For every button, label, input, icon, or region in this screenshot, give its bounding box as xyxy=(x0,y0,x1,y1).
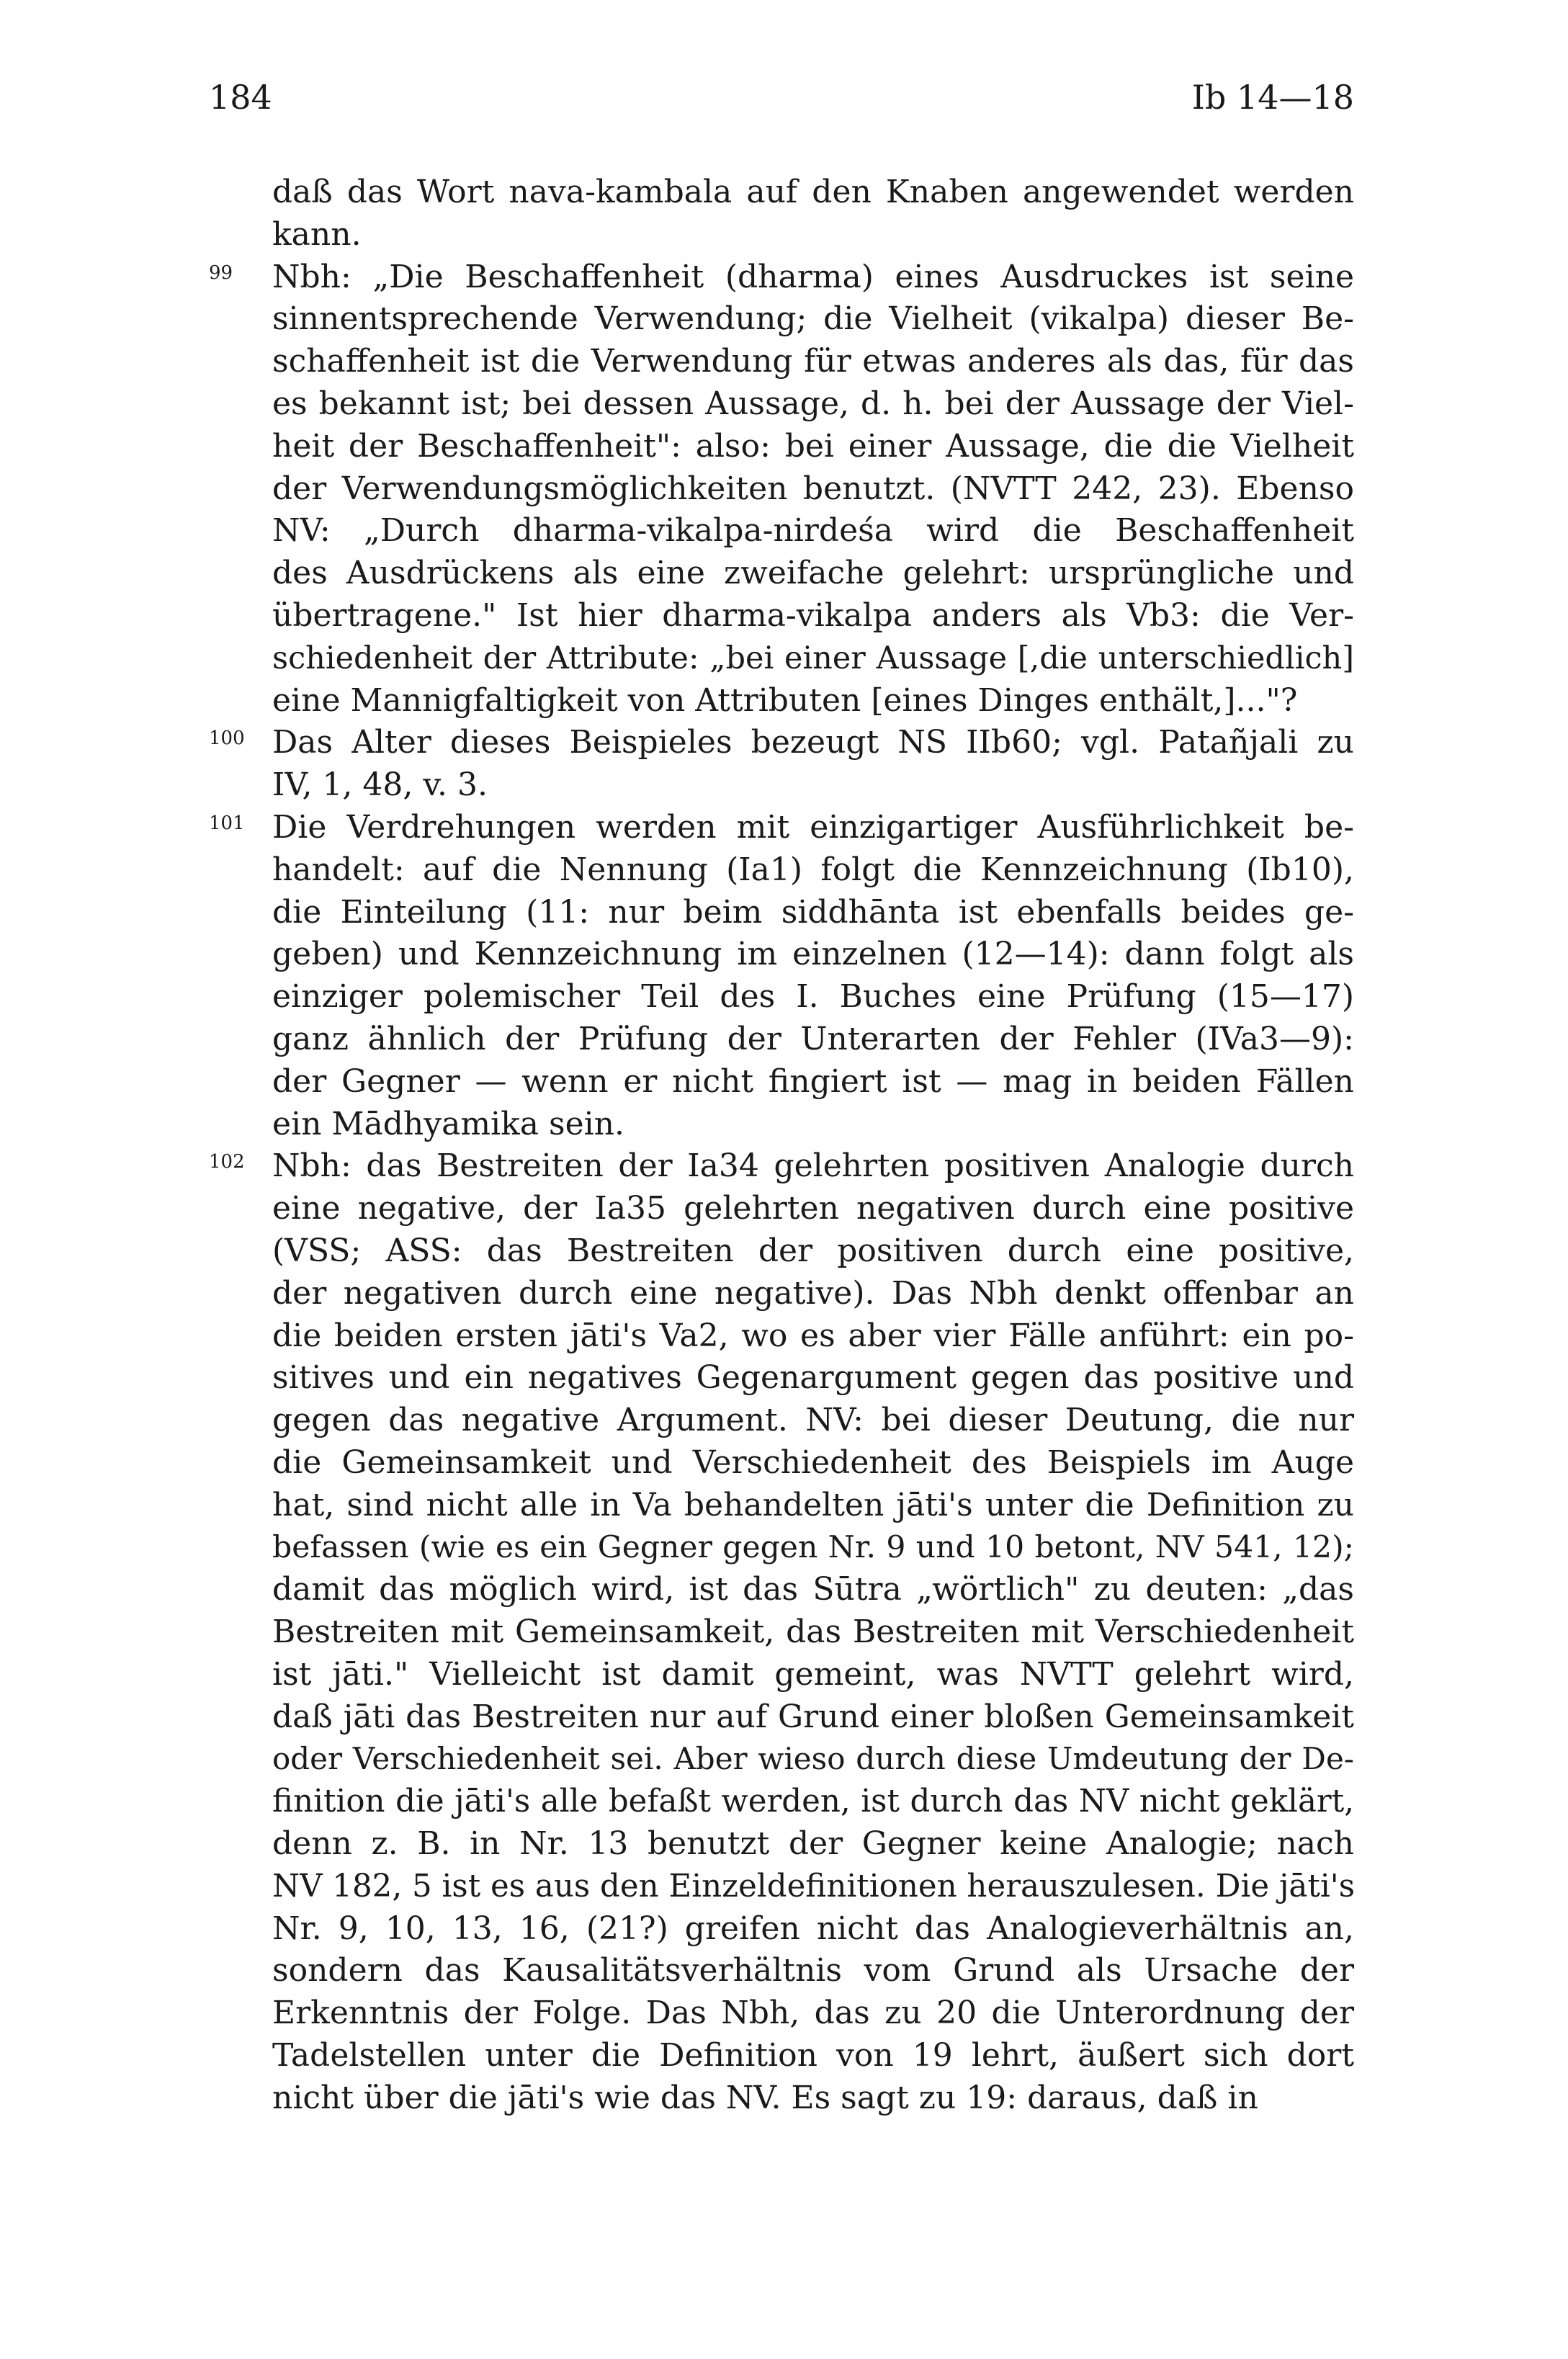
page-number: 184 xyxy=(209,78,272,117)
text-line: der Gegner — wenn er nicht fingiert ist — mag in beiden Fällen xyxy=(272,1062,1354,1100)
text-line: eine negative, der Ia35 gelehrten negativen durch eine positive xyxy=(272,1190,1354,1227)
text-line: sondern das Kausalitätsverhältnis vom Grund als Ursache der xyxy=(272,1952,1354,1989)
footnote-99 xyxy=(209,256,1354,722)
text-line: übertragene." Ist hier dharma-vikalpa anders als Vb3: die Ver- xyxy=(272,596,1354,634)
footnote-number: 102 xyxy=(209,1151,245,1173)
text-line: des Ausdrückens als eine zweifache gelehrt: ursprüngliche und xyxy=(272,555,1354,592)
text-line: schiedenheit der Attribute: „bei einer Aussage [,die unterschiedlich] xyxy=(272,640,1354,676)
text-line: Bestreiten mit Gemeinsamkeit, das Bestreiten mit Verschiedenheit xyxy=(272,1613,1354,1651)
text-line: geben) und Kennzeichnung im einzelnen (12—14): dann folgt als xyxy=(272,936,1354,973)
text-line: daß das Wort nava-kambala auf den Knaben angewendet werden xyxy=(272,174,1354,210)
text-line: kann. xyxy=(272,215,362,253)
text-line: Die Verdrehungen werden mit einzigartiger Ausführlichkeit be- xyxy=(272,808,1354,846)
text-line: schaffenheit ist die Verwendung für etwas anderes als das, für das xyxy=(272,343,1354,380)
text-line: die Einteilung (11: nur beim siddhānta ist ebenfalls beides ge- xyxy=(272,893,1354,931)
text-line: sitives und ein negatives Gegenargument gegen das positive und xyxy=(272,1359,1354,1397)
text-line: Nr. 9, 10, 13, 16, (21?) greifen nicht das Analogieverhältnis an, xyxy=(272,1910,1354,1947)
text-line: ganz ähnlich der Prüfung der Unterarten der Fehler (IVa3—9): xyxy=(272,1020,1354,1057)
text-line: finition die jāti's alle befaßt werden, ist durch das NV nicht geklärt, xyxy=(272,1783,1354,1820)
footnote-102 xyxy=(209,1145,1354,2119)
text-line: Das Alter dieses Beispieles bezeugt NS IIb60; vgl. Patañjali zu xyxy=(272,724,1354,761)
text-line: handelt: auf die Nennung (Ia1) folgt die Kennzeichnung (Ib10), xyxy=(272,851,1354,888)
running-head: Ib 14—18 xyxy=(1191,78,1354,117)
text-line: Nbh: „Die Beschaffenheit (dharma) eines Ausdruckes ist seine xyxy=(272,258,1354,295)
text-line: Erkenntnis der Folge. Das Nbh, das zu 20 die Unterordnung der xyxy=(272,1995,1354,2032)
text-line: befassen (wie es ein Gegner gegen Nr. 9 und 10 betont, NV 541, 12); xyxy=(272,1529,1354,1565)
footnote-number: 101 xyxy=(209,812,245,834)
footnote-continuation xyxy=(209,171,1354,256)
footnote-number: 99 xyxy=(209,261,233,284)
text-line: oder Verschiedenheit sei. Aber wieso durch diese Umdeutung der De- xyxy=(272,1741,1354,1777)
text-line: Nbh: das Bestreiten der Ia34 gelehrten positiven Analogie durch xyxy=(272,1147,1354,1185)
text-line: hat, sind nicht alle in Va behandelten jāti's unter die Definition zu xyxy=(272,1486,1354,1523)
text-line: der negativen durch eine negative). Das Nbh denkt offenbar an xyxy=(272,1274,1354,1312)
text-line: Tadelstellen unter die Definition von 19 lehrt, äußert sich dort xyxy=(272,2037,1354,2074)
text-line: die beiden ersten jāti's Va2, wo es aber vier Fälle anführt: ein po- xyxy=(272,1317,1354,1354)
text-line: NV: „Durch dharma-vikalpa-nirdeśa wird die Beschaffenheit xyxy=(272,512,1354,550)
text-line: nicht über die jāti's wie das NV. Es sagt zu 19: daraus, daß in xyxy=(272,2079,1258,2116)
footnote-100 xyxy=(209,722,1354,807)
text-line: denn z. B. in Nr. 13 benutzt der Gegner keine Analogie; nach xyxy=(272,1825,1354,1863)
text-line: (VSS; ASS: das Bestreiten der positiven durch eine positive, xyxy=(272,1232,1354,1269)
text-line: ein Mādhyamika sein. xyxy=(272,1105,625,1142)
text-line: eine Mannigfaltigkeit von Attributen [eines Dinges enthält,]..."? xyxy=(272,681,1298,719)
footnote-101 xyxy=(209,807,1354,1145)
text-line: es bekannt ist; bei dessen Aussage, d. h. bei der Aussage der Viel- xyxy=(272,385,1354,422)
text-line: IV, 1, 48, v. 3. xyxy=(272,766,488,804)
page-header xyxy=(209,78,1354,128)
footnote-number: 100 xyxy=(209,728,245,750)
text-line: daß jāti das Bestreiten nur auf Grund einer bloßen Gemeinsamkeit xyxy=(272,1698,1354,1735)
text-line: ist jāti." Vielleicht ist damit gemeint, was NVTT gelehrt wird, xyxy=(272,1655,1354,1693)
text-line: heit der Beschaffenheit": also: bei einer Aussage, die die Vielheit xyxy=(272,427,1354,465)
text-line: der Verwendungsmöglichkeiten benutzt. (NVTT 242, 23). Ebenso xyxy=(272,470,1354,507)
text-line: einziger polemischer Teil des I. Buches eine Prüfung (15—17) xyxy=(272,978,1354,1016)
text-line: sinnentsprechende Verwendung; die Vielheit (vikalpa) dieser Be- xyxy=(272,300,1354,338)
text-line: gegen das negative Argument. NV: bei dieser Deutung, die nur xyxy=(272,1402,1354,1439)
footnote-body xyxy=(209,171,1354,2120)
text-line: damit das möglich wird, ist das Sūtra „wörtlich" zu deuten: „das xyxy=(272,1571,1354,1608)
text-line: NV 182, 5 ist es aus den Einzeldefinitionen herauszulesen. Die jāti's xyxy=(272,1868,1356,1904)
text-line: die Gemeinsamkeit und Verschiedenheit des Beispiels im Auge xyxy=(272,1443,1354,1481)
